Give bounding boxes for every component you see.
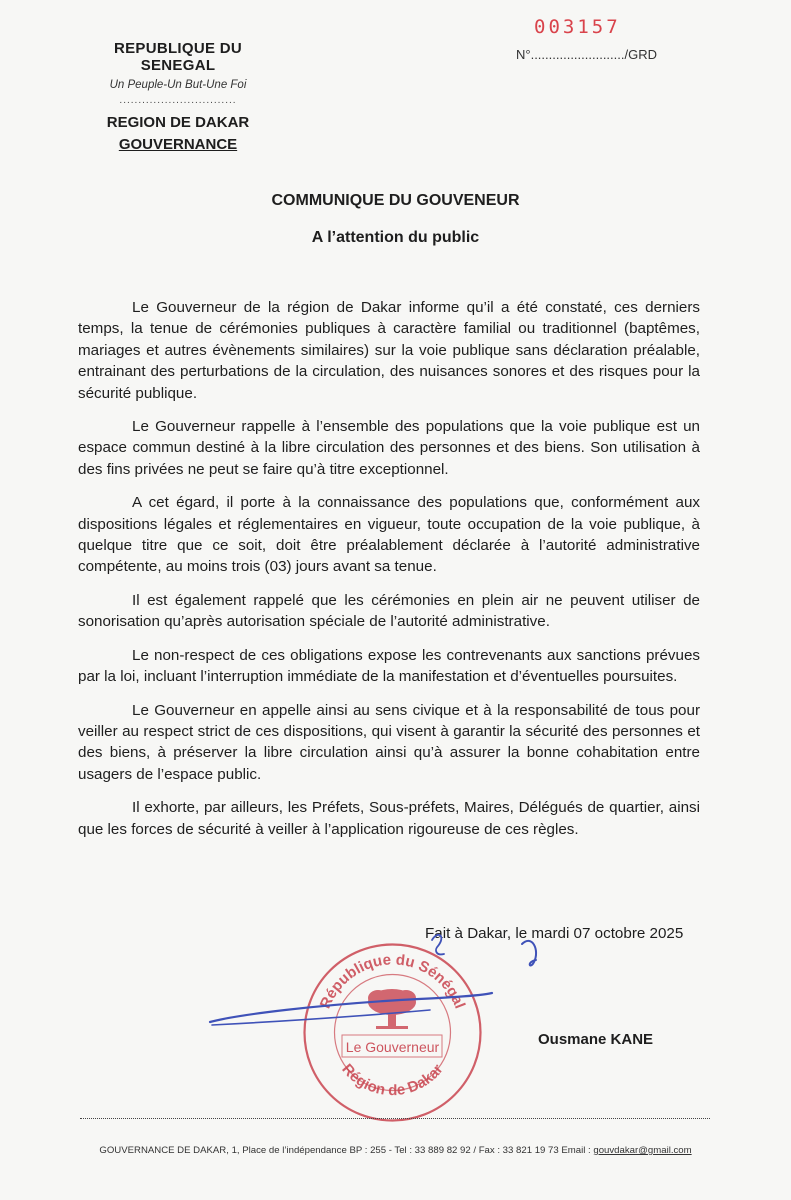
paragraph: Le Gouverneur de la région de Dakar informe qu’il a été constaté, ces derniers temps, la tenue de cérémonies publiques à caractère familial ou traditionnel (baptêmes, mariages et autres évènements similaires) sur la voie publique sans déclaration préalable, entrainant des perturbations de la circulation, des nuisances sonores et des risques pour la sécurité publique. [78, 299, 700, 402]
reference-number: 003157 [534, 16, 621, 38]
document-subtitle: A l’attention du public [311, 229, 480, 246]
paragraph: Le non-respect de ces obligations expose les contrevenants aux sanctions prévues par la loi, incluant l’interruption immédiate de la manifestation et d’éventuelles poursuites. [78, 646, 700, 686]
header-separator: ............................... [119, 95, 237, 106]
paragraph: Le Gouverneur en appelle ainsi au sens civique et à la responsabilité de tous pour veiller au respect strict de ces dispositions, qui visent à garantir la sécurité des personnes et des biens, à préserver la libre circulation ainsi qu’à assurer la bonne cohabitation entre usagers de l’espace public. [78, 701, 700, 783]
paragraph: Il est également rappelé que les cérémonies en plein air ne peuvent utiliser de sonorisation qu’après autorisation spéciale de l’autorité administrative. [78, 591, 700, 631]
country-name: REPUBLIQUE DU SENEGAL [113, 40, 243, 74]
stamp-top-text: République du Sénégal [316, 951, 469, 1012]
footer-address: GOUVERNANCE DE DAKAR, 1, Place de l’indépendance BP : 255 - Tel : 33 889 82 92 / Fax : 33 821 19 73 Email : [99, 1145, 594, 1156]
communique-body [78, 297, 700, 852]
reference-line: N°........................../GRD [516, 47, 657, 62]
paragraph: Le Gouverneur rappelle à l’ensemble des populations que la voie publique est un espace commun destiné à la libre circulation des personnes et des biens. Son utilisation à des fins privées ne peut se faire qu’à titre exceptionnel. [78, 418, 700, 478]
stamp-bottom-text: Région de Dakar [338, 1060, 447, 1100]
paragraph: Il exhorte, par ailleurs, les Préfets, Sous-préfets, Maires, Délégués de quartier, ainsi que les forces de sécurité à veiller à l’application rigoureuse de ces règles. [78, 799, 700, 838]
national-motto: Un Peuple-Un But-Une Foi [109, 79, 247, 91]
office-name: GOUVERNANCE [118, 136, 238, 153]
document-title: COMMUNIQUE DU GOUVENEUR [271, 192, 520, 209]
paragraph: A cet égard, il porte à la connaissance des populations que, conformément aux dispositions légales et réglementaires en vigueur, toute occupation de la voie publique, à quelque titre que ce soit, doit être préalablement déclarée à l’autorité administrative compétente, au moins trois (03) jours avant sa tenue. [78, 494, 700, 576]
letterhead-left [78, 40, 278, 153]
footer-email-link[interactable]: gouvdakar@gmail.com [593, 1145, 692, 1156]
handwritten-signature [200, 930, 560, 1060]
footer-divider [80, 1118, 710, 1119]
svg-text:Région de Dakar [338, 1061, 446, 1099]
region-name: REGION DE DAKAR [106, 114, 250, 131]
signatory-name: Ousmane KANE [538, 1031, 654, 1048]
stamp-center-text: Le Gouverneur [345, 1039, 440, 1055]
date-place: Fait à Dakar, le mardi 07 octobre 2025 [425, 925, 684, 942]
footer-contact [0, 1145, 791, 1156]
